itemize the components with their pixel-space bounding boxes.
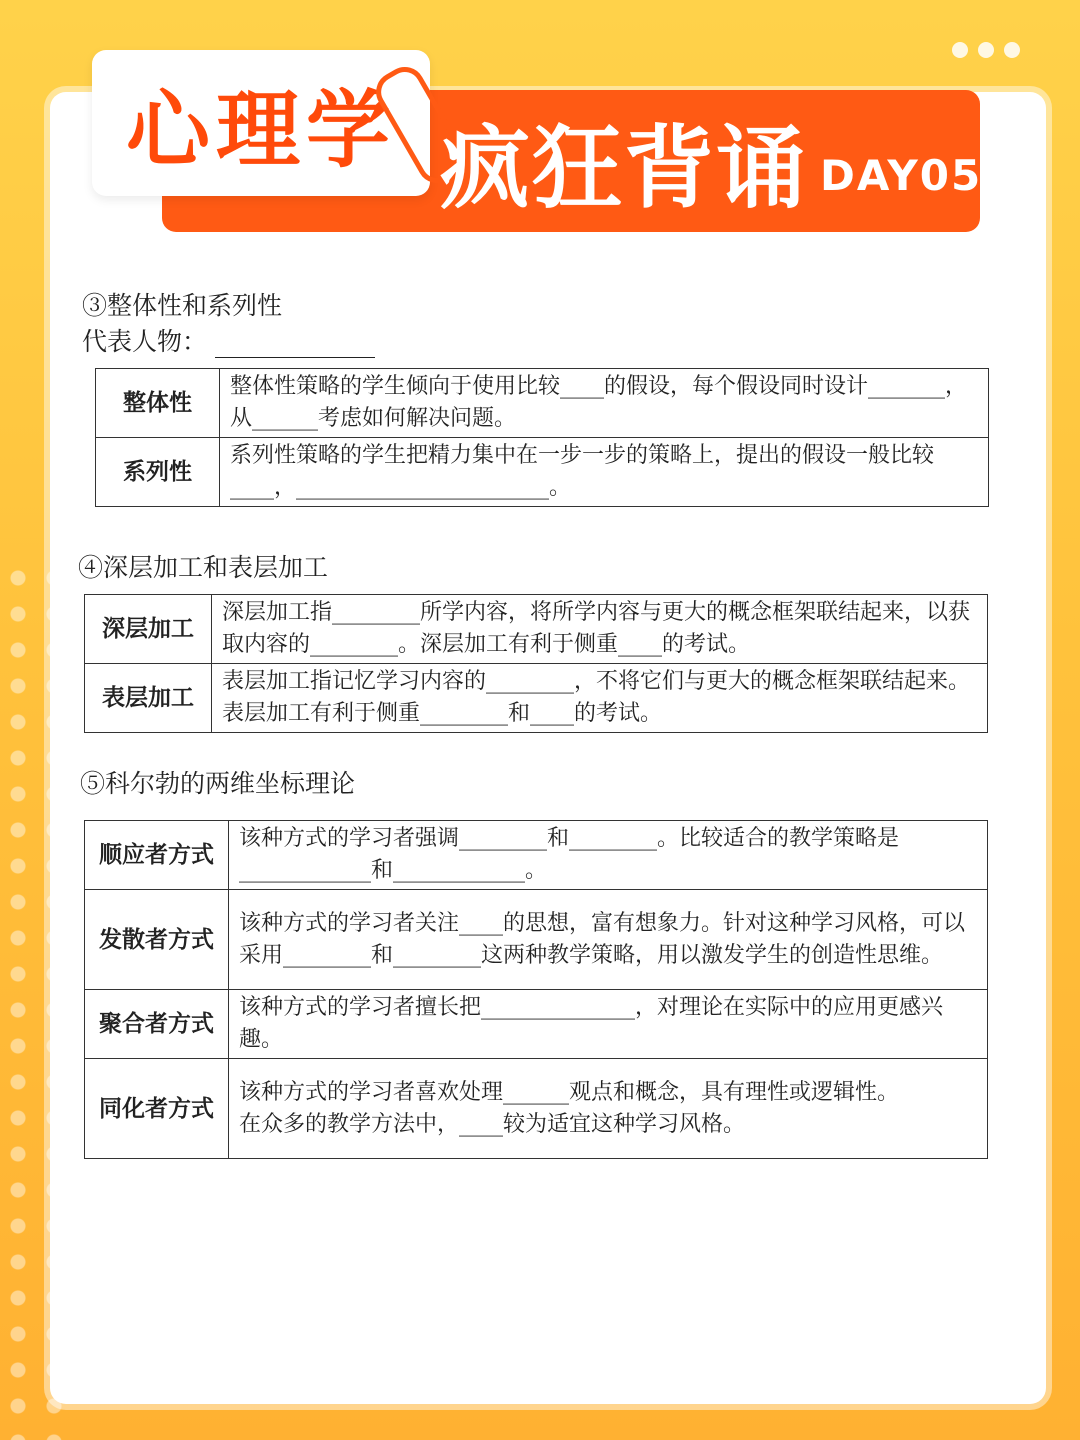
row-text: 系列性策略的学生把精力集中在一步一步的策略上，提出的假设一般比较____，_______________________。 xyxy=(220,438,989,507)
row-head: 发散者方式 xyxy=(85,890,229,990)
representative-line xyxy=(82,322,375,358)
section5-title: ⑤科尔勃的两维坐标理论 xyxy=(80,769,356,798)
row-text: 该种方式的学习者擅长把______________，对理论在实际中的应用更感兴趣。 xyxy=(229,990,988,1059)
section3-title: ③整体性和系列性 xyxy=(82,291,283,320)
row-head: 同化者方式 xyxy=(85,1059,229,1159)
section4-table xyxy=(84,594,988,733)
row-head: 顺应者方式 xyxy=(85,821,229,890)
title-crazy-recite: 疯狂背诵 xyxy=(440,116,808,221)
row-head: 聚合者方式 xyxy=(85,990,229,1059)
row-head: 系列性 xyxy=(96,438,220,507)
section4-title: ④深层加工和表层加工 xyxy=(78,553,329,582)
section5-table xyxy=(84,820,988,1159)
table-row xyxy=(85,664,988,733)
row-text: 整体性策略的学生倾向于使用比较____的假设，每个假设同时设计_______，从______考虑如何解决问题。 xyxy=(220,369,989,438)
row-head: 整体性 xyxy=(96,369,220,438)
row-head: 表层加工 xyxy=(85,664,212,733)
row-text: 该种方式的学习者强调________和________。比较适合的教学策略是____________和____________。 xyxy=(229,821,988,890)
table-row xyxy=(96,369,989,438)
table-row xyxy=(85,990,988,1059)
row-head: 深层加工 xyxy=(85,595,212,664)
representative-label: 代表人物： xyxy=(82,327,208,356)
row-text-line2: 在众多的教学方法中，____较为适宜这种学习风格。 xyxy=(239,1111,746,1137)
row-text: 表层加工指记忆学习内容的________，不将它们与更大的概念框架联结起来。表层加工有利于侧重________和____的考试。 xyxy=(212,664,988,733)
row-text-line1: 该种方式的学习者喜欢处理______观点和概念，具有理性或逻辑性。 xyxy=(239,1079,900,1105)
title-psychology: 心理学 xyxy=(125,80,396,179)
row-text: 深层加工指________所学内容，将所学内容与更大的概念框架联结起来，以获取内容的________。深层加工有利于侧重____的考试。 xyxy=(212,595,988,664)
section3-table xyxy=(95,368,989,507)
decorative-dots-top xyxy=(952,42,1020,58)
title-label-box xyxy=(92,50,430,196)
row-text: 该种方式的学习者关注____的思想，富有想象力。针对这种学习风格，可以采用________和________这两种教学策略，用以激发学生的创造性思维。 xyxy=(229,890,988,990)
table-row xyxy=(85,890,988,990)
table-row xyxy=(85,595,988,664)
table-row xyxy=(85,821,988,890)
day-label: DAY05 xyxy=(820,151,983,200)
representative-blank xyxy=(215,335,375,358)
title-subheading xyxy=(440,104,983,221)
row-text xyxy=(229,1059,988,1159)
table-row xyxy=(96,438,989,507)
table-row xyxy=(85,1059,988,1159)
